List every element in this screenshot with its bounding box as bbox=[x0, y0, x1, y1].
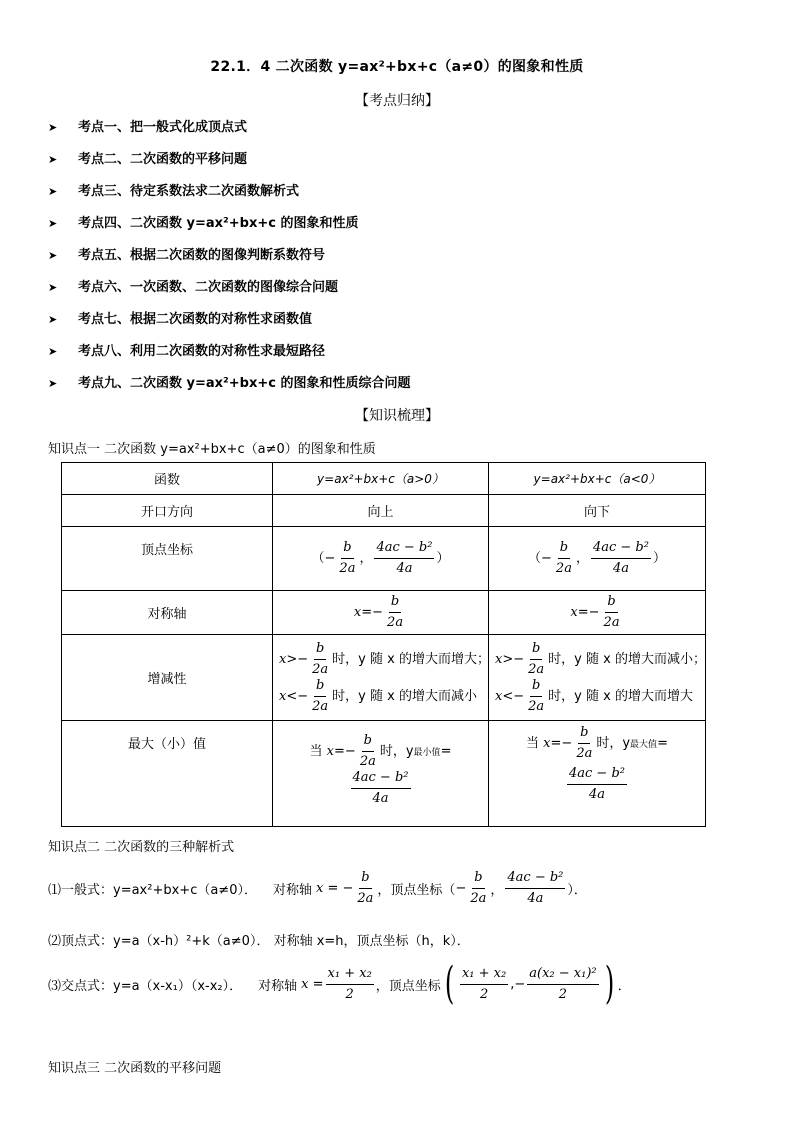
page-title: 22.1．4 二次函数 y=ax²+bx+c（a≠0）的图象和性质 bbox=[210, 59, 584, 75]
vertex-formula-pos: （− $\frac{b}{2a}$ ， $\frac{\text{4ac − b²}}{4a}$ ） bbox=[273, 527, 489, 591]
table-cell: 最大（小）值 bbox=[62, 721, 273, 827]
vertex-form-line: ⑵顶点式：y=a（x-h）²+k（a≠0）． 对称轴 x=h，顶点坐标（h，k）． bbox=[48, 934, 470, 949]
table-cell: 向上 bbox=[273, 495, 489, 527]
table-header-cell: 函数 bbox=[62, 463, 273, 495]
section-kaodian-heading: 【考点归纳】 bbox=[355, 93, 439, 109]
kaodian-item: ➤ 考点八、利用二次函数的对称性求最短路径 bbox=[48, 342, 410, 374]
monotonic-neg: x>− $\frac{b}{2a}$ 时，y 随 x 的增大而减小； x<− $\frac{b}{2a}$ 时，y 随 x 的增大而增大 bbox=[489, 635, 706, 721]
intercept-form-line: ⑶交点式：y=a（x-x₁）（x-x₂）． 对称轴 x = $\frac{\text{x₁ + x₂}}{2}$ ，顶点坐标 ( $\frac{\text{x₁ + x₂}}{2}$ ,− $\frac{\text{a(x₂ − x₁)²}}{2}$ ) ． bbox=[48, 958, 631, 1009]
table-cell: 对称轴 bbox=[62, 591, 273, 635]
arrow-bullet-icon: ➤ bbox=[48, 121, 58, 134]
extreme-neg: 当 x=− $\frac{b}{2a}$ 时，y最大值= $\frac{\text{4ac − b²}}{4a}$ bbox=[489, 721, 706, 827]
table-header-cell: y=ax²+bx+c（a<0） bbox=[489, 463, 706, 495]
arrow-bullet-icon: ➤ bbox=[48, 345, 58, 358]
kaodian-item: ➤ 考点二、二次函数的平移问题 bbox=[48, 150, 410, 182]
table-cell: 增减性 bbox=[62, 635, 273, 721]
knowledge-point-3-title: 知识点三 二次函数的平移问题 bbox=[48, 1061, 222, 1076]
extreme-pos: 当 x=− $\frac{b}{2a}$ 时，y最小值= $\frac{\text{4ac − b²}}{4a}$ bbox=[273, 721, 489, 827]
kaodian-item: ➤ 考点九、二次函数 y=ax²+bx+c 的图象和性质综合问题 bbox=[48, 374, 410, 406]
properties-table bbox=[61, 462, 706, 827]
arrow-bullet-icon: ➤ bbox=[48, 185, 58, 198]
table-row bbox=[62, 527, 706, 591]
kaodian-item: ➤ 考点七、根据二次函数的对称性求函数值 bbox=[48, 310, 410, 342]
section-zhishi-heading: 【知识梳理】 bbox=[355, 408, 439, 424]
table-row bbox=[62, 635, 706, 721]
kaodian-item: ➤ 考点五、根据二次函数的图像判断系数符号 bbox=[48, 246, 410, 278]
arrow-bullet-icon: ➤ bbox=[48, 249, 58, 262]
axis-formula-neg: x=− $\frac{b}{2a}$ bbox=[489, 591, 706, 635]
table-row bbox=[62, 495, 706, 527]
table-cell: 向下 bbox=[489, 495, 706, 527]
kaodian-list bbox=[48, 118, 410, 406]
table-row bbox=[62, 591, 706, 635]
monotonic-pos: x>− $\frac{b}{2a}$ 时，y 随 x 的增大而增大； x<− $\frac{b}{2a}$ 时，y 随 x 的增大而减小 bbox=[273, 635, 489, 721]
general-form-line: ⑴一般式：y=ax²+bx+c（a≠0）． 对称轴 x = − $\frac{b}{2a}$ ，顶点坐标（ − $\frac{b}{2a}$ ， $\frac{\text{4ac − b²}}{4a}$ ）． bbox=[48, 870, 587, 906]
table-row bbox=[62, 463, 706, 495]
axis-formula-pos: x=− $\frac{b}{2a}$ bbox=[273, 591, 489, 635]
kaodian-item: ➤ 考点三、待定系数法求二次函数解析式 bbox=[48, 182, 410, 214]
kaodian-item: ➤ 考点一、把一般式化成顶点式 bbox=[48, 118, 410, 150]
table-row bbox=[62, 721, 706, 827]
arrow-bullet-icon: ➤ bbox=[48, 313, 58, 326]
table-cell: 开口方向 bbox=[62, 495, 273, 527]
arrow-bullet-icon: ➤ bbox=[48, 281, 58, 294]
kaodian-item: ➤ 考点四、二次函数 y=ax²+bx+c 的图象和性质 bbox=[48, 214, 410, 246]
kaodian-item: ➤ 考点六、一次函数、二次函数的图像综合问题 bbox=[48, 278, 410, 310]
table-header-cell: y=ax²+bx+c（a>0） bbox=[273, 463, 489, 495]
table-cell: 顶点坐标 bbox=[62, 527, 273, 591]
arrow-bullet-icon: ➤ bbox=[48, 153, 58, 166]
knowledge-point-1-title: 知识点一 二次函数 y=ax²+bx+c（a≠0）的图象和性质 bbox=[48, 442, 376, 457]
knowledge-point-2-title: 知识点二 二次函数的三种解析式 bbox=[48, 840, 235, 855]
arrow-bullet-icon: ➤ bbox=[48, 217, 58, 230]
vertex-formula-neg: （− $\frac{b}{2a}$ ， $\frac{\text{4ac − b²}}{4a}$ ） bbox=[489, 527, 706, 591]
arrow-bullet-icon: ➤ bbox=[48, 377, 58, 390]
